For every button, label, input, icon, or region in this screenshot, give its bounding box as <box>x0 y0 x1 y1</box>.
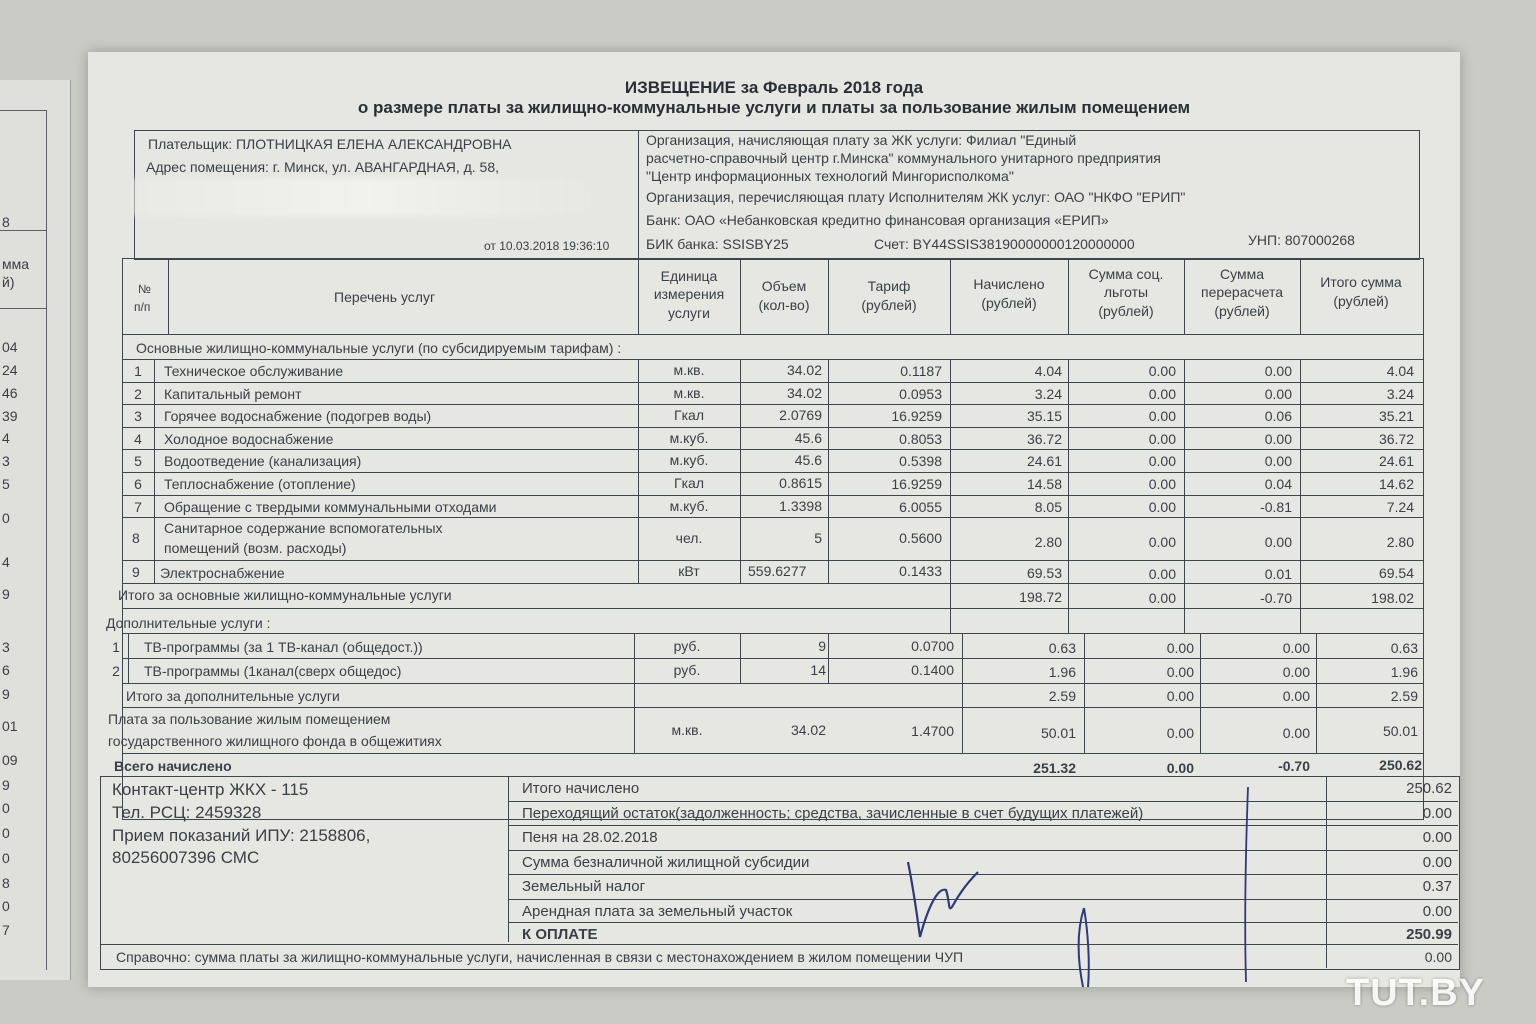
col-unit: услуги <box>668 305 710 321</box>
col-benefit: Сумма соц. <box>1088 266 1164 282</box>
col-num: п/п <box>134 300 151 314</box>
total-cell: 50.01 <box>1382 723 1418 739</box>
recalc-cell: 0.00 <box>1264 385 1292 402</box>
benefit-cell: 0.00 <box>1148 476 1176 492</box>
summary-label: Пеня на 28.02.2018 <box>522 829 658 846</box>
service-name: помещений (возм. расходы) <box>164 540 347 556</box>
recalc-cell: 0.01 <box>1264 566 1292 582</box>
charged-cell: 3.24 <box>1034 385 1062 402</box>
unit-cell: чел. <box>675 530 703 546</box>
col-charged: Начислено <box>973 276 1045 292</box>
fragment-text: 8 <box>2 875 10 891</box>
summary-label: Переходящий остаток(задолженность; средства, зачисленные в счет будущих платежей) <box>522 804 1144 822</box>
meter-sms: 80256007396 СМС <box>112 848 260 867</box>
unit-cell: руб. <box>673 662 701 678</box>
recalc-cell: 0.00 <box>1282 664 1310 680</box>
subtotal-label: Итого за основные жилищно-коммунальные услуги <box>118 587 452 603</box>
bank-bik: БИК банка: SSISBY25 <box>646 236 789 252</box>
tariff-cell: 16.9259 <box>891 476 942 492</box>
summary-label: Итого начислено <box>522 780 640 797</box>
unit-cell: м.куб. <box>669 429 709 446</box>
fragment-text: 4 <box>2 554 10 570</box>
summary-label: Сумма безналичной жилищной субсидии <box>522 853 810 871</box>
row-number: 5 <box>134 453 142 470</box>
summary-value: 0.00 <box>1422 829 1452 846</box>
col-unit: Единица <box>660 268 718 284</box>
service-name: государственного жилищного фонда в общежитиях <box>108 733 442 749</box>
row-number: 2 <box>134 385 142 402</box>
benefit-cell: 0.00 <box>1148 566 1176 582</box>
fragment-text: 0 <box>2 850 10 866</box>
charged-cell: 69.53 <box>1026 565 1062 581</box>
row-number: 2 <box>112 663 120 679</box>
summary-value: 0.00 <box>1422 853 1452 871</box>
tariff-cell: 0.1187 <box>900 363 942 379</box>
charged-cell: 1.96 <box>1048 664 1076 680</box>
contact-center: Контакт-центр ЖКХ - 115 <box>112 780 309 799</box>
total-cell: 14.62 <box>1378 476 1414 492</box>
grand-recalc: -0.70 <box>1278 758 1310 774</box>
charged-cell: 8.05 <box>1034 498 1062 515</box>
section-title: Основные жилищно-коммунальные услуги (по субсидируемым тарифам) : <box>136 340 622 356</box>
row-number: 6 <box>134 476 142 492</box>
charged-cell: 4.04 <box>1034 363 1062 379</box>
fragment-text: 3 <box>2 453 10 469</box>
unit-cell: Гкал <box>674 475 704 491</box>
recalc-cell: 0.00 <box>1264 363 1292 379</box>
tariff-cell: 0.0700 <box>911 638 954 654</box>
org-line: расчетно-справочный центр г.Минска" коммунального унитарного предприятия <box>646 150 1161 166</box>
total-cell: 24.61 <box>1378 453 1414 470</box>
row-number: 3 <box>134 408 142 425</box>
volume-cell: 0.8615 <box>779 475 822 491</box>
recalc-cell: 0.00 <box>1264 534 1292 550</box>
volume-cell: 14 <box>810 662 826 678</box>
tariff-cell: 0.1400 <box>911 662 954 678</box>
payer-address: Адрес помещения: г. Минск, ул. АВАНГАРДНАЯ, д. 58, <box>146 159 500 175</box>
unit-cell: Гкал <box>674 407 704 424</box>
fragment-border <box>46 110 47 970</box>
service-name: Холодное водоснабжение <box>164 430 334 447</box>
tariff-cell: 0.0953 <box>899 385 942 402</box>
fragment-text: 24 <box>2 362 18 378</box>
fragment-text: 9 <box>2 777 10 793</box>
service-name: ТВ-программы (1канал(сверх общедос) <box>144 663 402 679</box>
col-unit: измерения <box>653 286 725 302</box>
tariff-cell: 0.5398 <box>899 453 942 470</box>
total-cell: 1.96 <box>1390 664 1418 680</box>
fragment-text: 01 <box>2 718 18 734</box>
fragment-text: 6 <box>2 662 10 678</box>
meter-readings: Прием показаний ИПУ: 2158806, <box>112 826 371 845</box>
benefit-cell: 0.00 <box>1148 408 1176 425</box>
contact-phone: Тел. РСЦ: 2459328 <box>112 803 262 822</box>
recalc-cell: 0.04 <box>1264 476 1292 492</box>
benefit-cell: 0.00 <box>1148 453 1176 470</box>
fragment-rule <box>0 110 46 111</box>
pay-label: К ОПЛАТЕ <box>522 926 598 943</box>
total-cell: 36.72 <box>1378 430 1414 447</box>
unit-cell: руб. <box>673 638 701 654</box>
row-number: 1 <box>134 363 142 379</box>
volume-cell: 9 <box>818 638 826 654</box>
benefit-cell: 0.00 <box>1166 725 1194 741</box>
bank-name: Банк: ОАО «Небанковская кредитно финансовая организация «ЕРИП» <box>646 212 1109 228</box>
charged-cell: 14.58 <box>1026 476 1062 492</box>
adjacent-document-fragment <box>0 80 71 980</box>
bill-title: ИЗВЕЩЕНИЕ за Февраль 2018 года <box>624 78 924 97</box>
summary-value: 0.00 <box>1422 804 1452 822</box>
volume-cell: 45.6 <box>794 452 822 469</box>
fragment-text: 3 <box>2 639 10 655</box>
issue-date: от 10.03.2018 19:36:10 <box>484 239 610 253</box>
summary-value: 0.00 <box>1422 902 1452 920</box>
org-line: Организация, перечисляющая плату Исполнителям ЖК услуг: ОАО "НКФО "ЕРИП" <box>646 189 1186 205</box>
volume-cell: 34.02 <box>786 384 822 401</box>
volume-cell: 34.02 <box>790 722 826 738</box>
service-name: Горячее водоснабжение (подогрев воды) <box>164 408 432 425</box>
tariff-cell: 0.8053 <box>899 430 942 447</box>
summary-value: 250.62 <box>1406 780 1452 797</box>
fragment-text: 0 <box>2 800 10 816</box>
volume-cell: 5 <box>814 530 822 546</box>
summary-label: Земельный налог <box>522 878 646 895</box>
recalc-cell: 0.00 <box>1282 725 1310 741</box>
volume-cell: 1.3398 <box>779 497 822 514</box>
service-name: Электроснабжение <box>160 565 285 581</box>
grand-benefit: 0.00 <box>1166 760 1194 776</box>
benefit-cell: 0.00 <box>1148 534 1176 550</box>
unit-cell: м.куб. <box>669 452 709 469</box>
volume-cell: 559.6277 <box>748 563 807 579</box>
col-benefit: льготы <box>1103 284 1149 300</box>
volume-cell: 34.02 <box>786 362 822 378</box>
pay-amount: 250.99 <box>1406 926 1452 943</box>
charged-cell: 36.72 <box>1026 430 1062 447</box>
fragment-text: 4 <box>2 430 10 446</box>
fragment-text: 5 <box>2 476 10 492</box>
fragment-text: й) <box>2 274 15 290</box>
charged-cell: 35.15 <box>1026 408 1062 425</box>
fragment-text: 0 <box>2 825 10 841</box>
fragment-rule <box>0 230 46 231</box>
unit-cell: м.кв. <box>671 722 703 738</box>
subtotal-total: 2.59 <box>1390 688 1418 704</box>
tariff-cell: 6.0055 <box>899 498 942 515</box>
grand-charged: 251.32 <box>1033 760 1076 776</box>
row-number: 9 <box>132 564 140 580</box>
col-total: (рублей) <box>1333 293 1389 309</box>
recalc-cell: 0.00 <box>1282 640 1310 656</box>
subtotal-benefit: 0.00 <box>1148 590 1176 606</box>
subtotal-total: 198.02 <box>1371 590 1414 606</box>
footnote-text: Справочно: сумма платы за жилищно-коммунальные услуги, начисленная в связи с местонахождением в жилом помещении ЧУП <box>116 949 964 965</box>
benefit-cell: 0.00 <box>1148 385 1176 402</box>
subtotal-charged: 2.59 <box>1048 688 1076 704</box>
subtotal-charged: 198.72 <box>1019 589 1062 605</box>
grand-total-label: Всего начислено <box>114 758 232 774</box>
bill-subtitle: о размере платы за жилищно-коммунальные услуги и платы за пользование жилым помещением <box>357 98 1191 117</box>
service-name: Капитальный ремонт <box>164 385 302 402</box>
total-cell: 7.24 <box>1386 498 1414 515</box>
benefit-cell: 0.00 <box>1166 664 1194 680</box>
service-name: Теплоснабжение (отопление) <box>164 476 356 492</box>
benefit-cell: 0.00 <box>1148 430 1176 447</box>
fragment-text: 7 <box>2 922 10 938</box>
grand-total: 250.62 <box>1379 757 1422 773</box>
fragment-text: 39 <box>2 408 18 424</box>
benefit-cell: 0.00 <box>1148 498 1176 515</box>
col-name: Перечень услуг <box>334 289 436 305</box>
col-recalc: (рублей) <box>1214 303 1270 319</box>
col-volume: (кол-во) <box>758 297 810 313</box>
fragment-text: 04 <box>2 339 18 355</box>
summary-label: Арендная плата за земельный участок <box>522 902 793 920</box>
fragment-rule <box>0 308 46 309</box>
col-benefit: (рублей) <box>1098 303 1154 319</box>
service-name: Водоотведение (канализация) <box>164 453 362 470</box>
service-name: Плата за пользование жилым помещением <box>108 711 391 727</box>
footnote-value: 0.00 <box>1424 949 1452 965</box>
fragment-text: 09 <box>2 752 18 768</box>
col-num: № <box>138 282 151 296</box>
service-name: ТВ-программы (за 1 ТВ-канал (общедост.)) <box>144 639 423 655</box>
benefit-cell: 0.00 <box>1148 363 1176 379</box>
recalc-cell: 0.06 <box>1264 408 1292 425</box>
handwritten-signature <box>88 52 1460 987</box>
charged-cell: 50.01 <box>1040 725 1076 741</box>
charged-cell: 0.63 <box>1048 640 1076 656</box>
total-cell: 69.54 <box>1378 565 1414 581</box>
total-cell: 3.24 <box>1386 385 1414 402</box>
tariff-cell: 16.9259 <box>891 408 942 425</box>
org-line: "Центр информационных технологий Мингорисполкома" <box>646 168 1014 184</box>
total-cell: 4.04 <box>1386 363 1414 379</box>
col-recalc: перерасчета <box>1200 284 1283 300</box>
org-line: Организация, начисляющая плату за ЖК услуги: Филиал "Единый <box>646 132 1077 148</box>
benefit-cell: 0.00 <box>1166 640 1194 656</box>
fragment-text: 9 <box>2 586 10 602</box>
row-number: 8 <box>132 530 140 546</box>
unit-cell: м.кв. <box>673 362 705 378</box>
recalc-cell: 0.00 <box>1264 430 1292 447</box>
fragment-text: 46 <box>2 385 18 401</box>
total-cell: 0.63 <box>1390 640 1418 656</box>
col-recalc: Сумма <box>1220 266 1264 282</box>
subtotal-recalc: 0.00 <box>1282 688 1310 704</box>
subtotal-benefit: 0.00 <box>1166 688 1194 704</box>
fragment-text: 8 <box>2 214 10 230</box>
recalc-cell: -0.81 <box>1260 498 1292 515</box>
row-number: 1 <box>112 639 120 655</box>
col-total: Итого сумма <box>1320 274 1402 290</box>
service-name: Обращение с твердыми коммунальными отходами <box>164 498 497 515</box>
fragment-text: мма <box>2 256 30 272</box>
row-number: 4 <box>134 430 142 447</box>
service-name: Санитарное содержание вспомогательных <box>164 520 443 536</box>
fragment-text: 0 <box>2 510 10 526</box>
utility-bill <box>88 52 1460 987</box>
tariff-cell: 0.5600 <box>899 530 942 546</box>
summary-value: 0.37 <box>1422 878 1452 895</box>
unit-cell: кВт <box>678 563 700 579</box>
total-cell: 2.80 <box>1386 534 1414 550</box>
volume-cell: 2.0769 <box>779 407 822 424</box>
col-tariff: (рублей) <box>861 297 917 313</box>
recalc-cell: 0.00 <box>1264 453 1292 470</box>
fragment-text: 9 <box>2 686 10 702</box>
service-name: Техническое обслуживание <box>164 363 344 379</box>
payer-name: Плательщик: ПЛОТНИЦКАЯ ЕЛЕНА АЛЕКСАНДРОВНА <box>148 136 512 152</box>
tariff-cell: 1.4700 <box>911 723 954 739</box>
subtotal-recalc: -0.70 <box>1260 590 1292 606</box>
charged-cell: 2.80 <box>1034 534 1062 550</box>
fragment-text: 0 <box>2 898 10 914</box>
unit-cell: м.куб. <box>669 497 709 514</box>
col-charged: (рублей) <box>981 295 1037 311</box>
row-number: 7 <box>134 498 142 515</box>
section-title: Дополнительные услуги : <box>106 615 271 631</box>
bank-account: Счет: BY44SSIS38190000000120000000 <box>874 236 1135 252</box>
unit-cell: м.кв. <box>673 384 705 401</box>
total-cell: 35.21 <box>1378 408 1414 425</box>
col-volume: Объем <box>761 278 807 294</box>
subtotal-label: Итого за дополнительные услуги <box>126 688 340 704</box>
volume-cell: 45.6 <box>794 429 822 446</box>
watermark-logo: TUT.BY <box>1346 972 1485 1014</box>
bank-unp: УНП: 807000268 <box>1248 232 1355 248</box>
col-tariff: Тариф <box>867 278 911 294</box>
charged-cell: 24.61 <box>1026 453 1062 470</box>
tariff-cell: 0.1433 <box>899 563 942 579</box>
